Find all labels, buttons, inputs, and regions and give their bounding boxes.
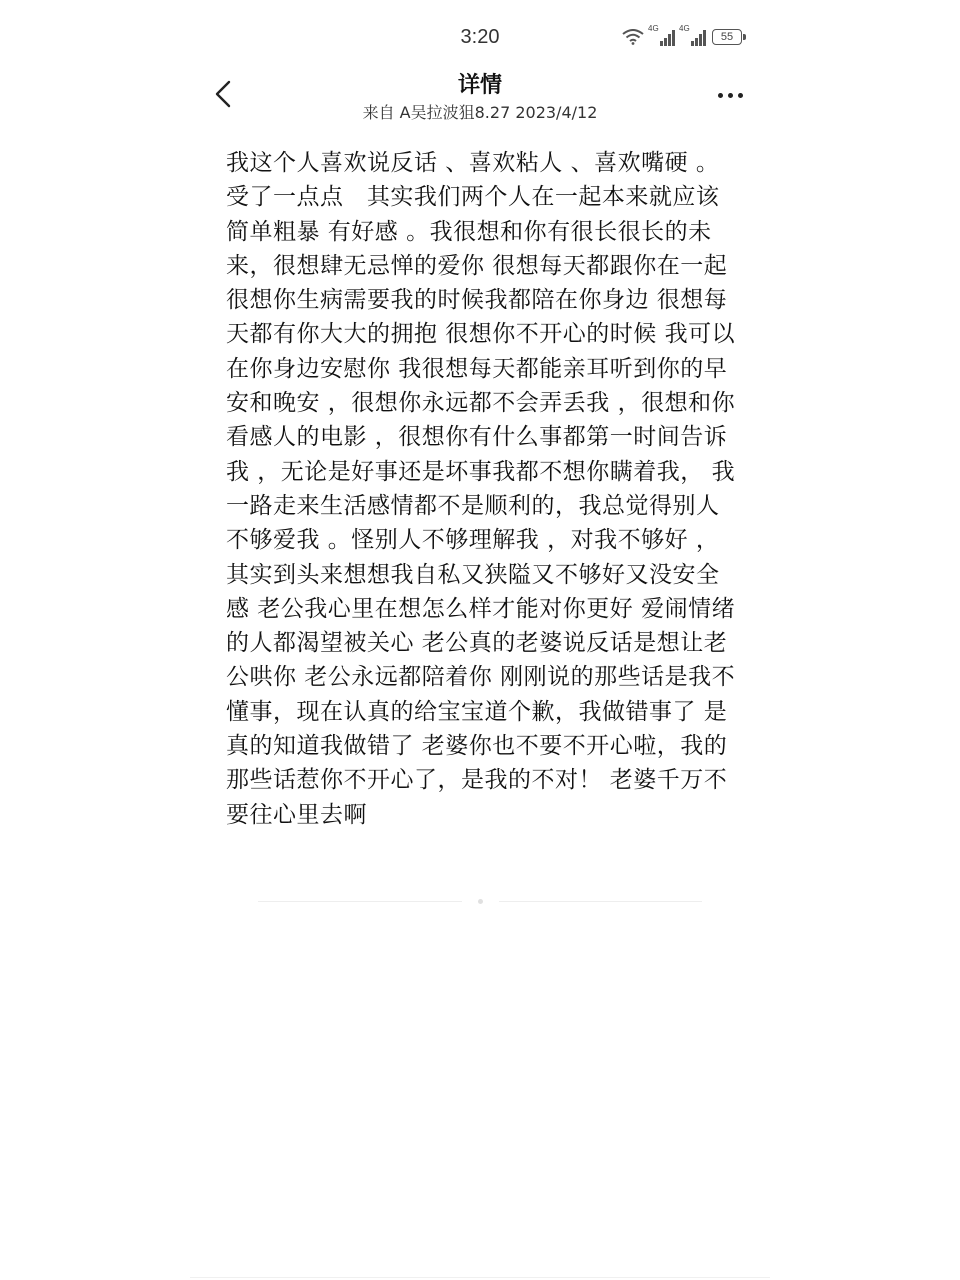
post-source: 来自 A吴拉波狙8.27 2023/4/12 [362, 103, 598, 122]
network-label-2: 4G [679, 24, 690, 33]
content-divider [258, 898, 702, 904]
signal-icon [679, 24, 706, 46]
battery-level: 55 [720, 31, 734, 43]
phone-screen [190, 0, 770, 1280]
battery-icon [712, 29, 742, 45]
page-title: 详情 [457, 73, 502, 98]
bottom-divider [190, 1277, 770, 1278]
more-horizontal-icon [718, 93, 723, 98]
post-body: 我这个人喜欢说反话 、喜欢粘人 、喜欢嘴硬 。受了一点点 其实我们两个人在一起本来就应该简单粗暴 有好感 。我很想和你有很长很长的未来，很想肆无忌惮的爱你 很想每天都跟你在一起 很想你生病需要我的时候我都陪在你身边 很想每天都有你大大的拥抱 很想你不开心的时候 我可以在你身边安慰你 我很想每天都能亲耳听到你的早安和晚安 ，很想你永远都不会弄丢我 ，很想和你看感人的电影 ，很想你有什么事都第一时间告诉我 ，无论是好事还是坏事我都不想你瞒着我， 我一路走来生活感情都不是顺利的，我总觉得别人不够爱我 。怪别人不够理解我 ，对我不够好 ，其实到头来想想我自私又狭隘又不够好又没安全感 老公我心里在想怎么样才能对你更好 爱闹情绪的人都渴望被关心 老公真的老婆说反话是想让老公哄你 老公永远都陪着你 刚刚说的那些话是我不懂事，现在认真的给宝宝道个歉，我做错事了 是真的知道我做错了 老婆你也不要不开心啦，我的那些话惹你不开心了，是我的不对！ 老婆千万不要往心里去啊 [226, 150, 736, 828]
more-button[interactable] [710, 80, 750, 110]
status-bar [190, 22, 770, 56]
wifi-icon [622, 29, 644, 45]
network-label-1: 4G [648, 24, 659, 33]
status-time: 3:20 [460, 26, 500, 48]
status-icons [622, 24, 742, 46]
header [190, 60, 770, 130]
signal-icon [648, 24, 675, 46]
